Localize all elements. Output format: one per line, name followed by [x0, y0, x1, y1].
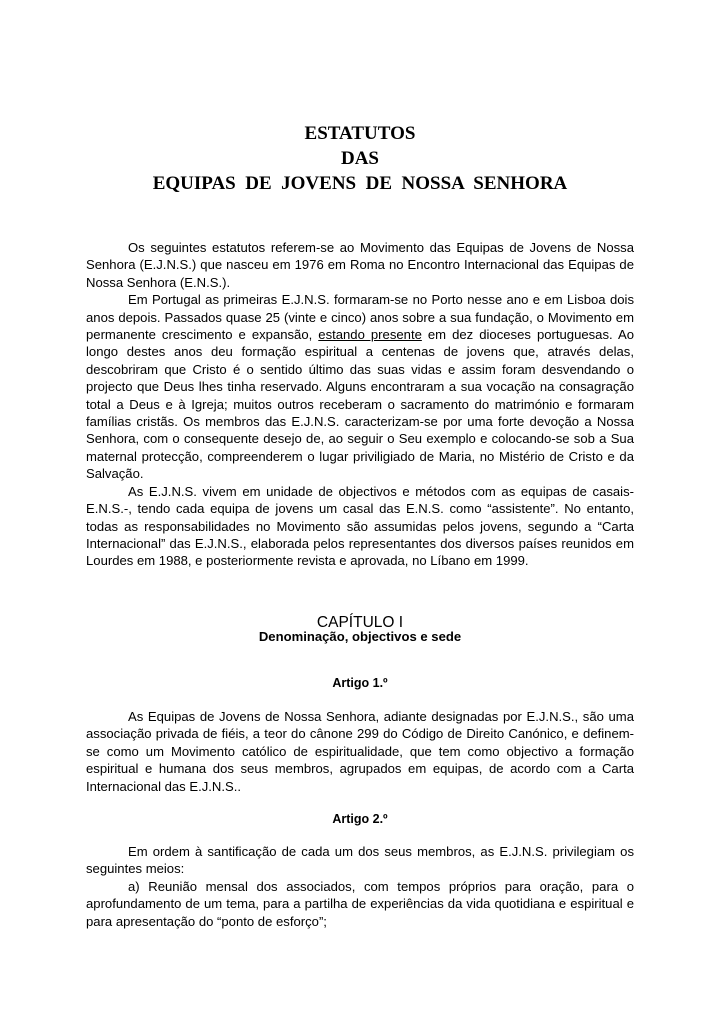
title-line-1: ESTATUTOS — [304, 123, 416, 144]
title-line-3: EQUIPAS DE JOVENS DE NOSSA SENHORA — [152, 173, 568, 194]
chapter-title: CAPÍTULO I — [316, 614, 404, 631]
artigo-2-text: Em ordem à santificação de cada um dos seus membros, as E.J.N.S. privilegiam os seguintes meios: — [86, 844, 634, 877]
intro-paragraph-2-end: em dez dioceses portuguesas. Ao longo destes anos deu formação espiritual a centenas de jovens que, através delas, descobriram que Cristo é o sentido último das suas vidas e assim foram desvendando o projecto que Deus lhes tinha reservado. Alguns encontraram a sua vocação na consagração total a Deus e à Igreja; muitos outros receberam o sacramento do matrimónio e formaram famílias cristãs. Os membros das E.J.N.S. caracterizam-se por uma forte devoção a Nossa Senhora, com o consequente desejo de, ao seguir o Seu exemplo e colocando-se sob a Sua maternal protecção, compreenderem o lugar priviligiado de Maria, no Mistério de Cristo e da Salvação. — [86, 327, 634, 482]
artigo-2-heading: Artigo 2.º — [332, 812, 388, 826]
intro-paragraph-3: As E.J.N.S. vivem em unidade de objectivos e métodos com as equipas de casais-E.N.S.-, tendo cada equipa de jovens um casal das E.N.S. como “assistente”. No entanto, todas as responsabilidades no Movimento são assumidas pelos jovens, segundo a “Carta Internacional” das E.J.N.S., elaborada pelos representantes dos diversos países reunidos em Lourdes em 1988, e posteriormente revista e aprovada, no Líbano em 1999. — [86, 483, 634, 569]
artigo-2-section — [86, 843, 634, 930]
document-title — [0, 121, 720, 196]
intro-paragraph-2-start: Em Portugal as primeiras E.J.N.S. formaram-se no Porto nesse ano e em Lisboa dois anos depois. Passados quase 25 (vinte e cinco) anos sobre a sua fundação, o Movimento em permanente crescimento e expansão, — [86, 292, 634, 343]
chapter-subtitle: Denominação, objectivos e sede — [258, 629, 462, 644]
intro-paragraph-2 — [86, 291, 634, 482]
title-line-2: DAS — [340, 148, 379, 169]
artigo-2-item-a: a) Reunião mensal dos associados, com tempos próprios para oração, para o aprofundamento de um tema, para a partilha de experiências da vida quotidiana e espiritual e para apresentação do “ponto de esforço”; — [86, 878, 634, 929]
artigo-1-text: As Equipas de Jovens de Nossa Senhora, adiante designadas por E.J.N.S., são uma associação privada de fiéis, a teor do cânone 299 do Código de Direito Canónico, e definem-se como um Movimento católico de espiritualidade, que tem como objectivo a formação espiritual e humana dos seus membros, agrupados em equipas, de acordo com a Carta Internacional das E.J.N.S.. — [86, 709, 634, 794]
underlined-phrase: estando presente — [318, 327, 422, 343]
intro-section — [86, 239, 634, 570]
artigo-1-heading: Artigo 1.º — [332, 676, 388, 690]
intro-paragraph-1: Os seguintes estatutos referem-se ao Movimento das Equipas de Jovens de Nossa Senhora (E.J.N.S.) que nasceu em 1976 em Roma no Encontro Internacional das Equipas de Nossa Senhora (E.N.S.). — [86, 240, 634, 290]
artigo-1-section — [86, 708, 634, 795]
